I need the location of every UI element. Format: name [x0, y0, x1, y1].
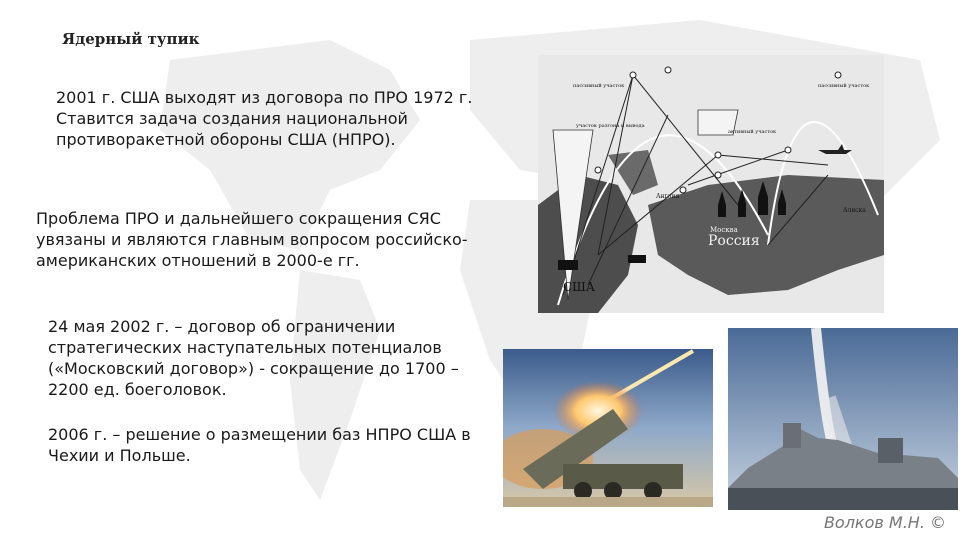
paragraph-line: увязаны и являются главным вопросом российско-: [36, 230, 468, 249]
author-credit: Волков М.Н. ©: [823, 513, 946, 532]
paragraph-line: Чехии и Польше.: [48, 446, 191, 465]
paragraph-line: («Московский договор») - сокращение до 1700 –: [48, 359, 459, 378]
paragraph-moscow-treaty: [48, 316, 508, 400]
label-alaska: Аляска: [843, 207, 866, 214]
paragraph-line: 2001 г. США выходят из договора по ПРО 1972 г.: [56, 88, 473, 107]
patriot-launch-photo: [503, 349, 713, 507]
paragraph-line: Проблема ПРО и дальнейшего сокращения СЯС: [36, 209, 441, 228]
label-active-left: участок разгона и вывода: [576, 123, 645, 129]
paragraph-line: Ставится задача создания национальной: [56, 109, 408, 128]
paragraph-bases-2006: [48, 424, 518, 466]
missile-defense-diagram: [538, 55, 884, 313]
paragraph-pro-problem: [36, 208, 536, 271]
paragraph-line: 2200 ед. боеголовок.: [48, 380, 227, 399]
label-england: Англия: [656, 193, 680, 200]
ship-launch-photo: [728, 328, 958, 510]
paragraph-line: противоракетной обороны США (НПРО).: [56, 130, 396, 149]
label-passive-left: пассивный участок: [573, 83, 625, 89]
paragraph-line: 24 мая 2002 г. – договор об ограничении: [48, 317, 396, 336]
label-russia: Россия: [708, 233, 760, 249]
paragraph-npro: [56, 87, 516, 150]
label-active-right: активный участок: [728, 129, 777, 135]
paragraph-line: 2006 г. – решение о размещении баз НПРО США в: [48, 425, 471, 444]
label-usa: США: [563, 280, 595, 294]
paragraph-line: американских отношений в 2000-е гг.: [36, 251, 360, 270]
paragraph-line: стратегических наступательных потенциалов: [48, 338, 442, 357]
label-moscow: Москва: [710, 226, 738, 234]
slide-title: Ядерный тупик: [62, 30, 200, 48]
label-passive-right: пассивный участок: [818, 83, 870, 89]
